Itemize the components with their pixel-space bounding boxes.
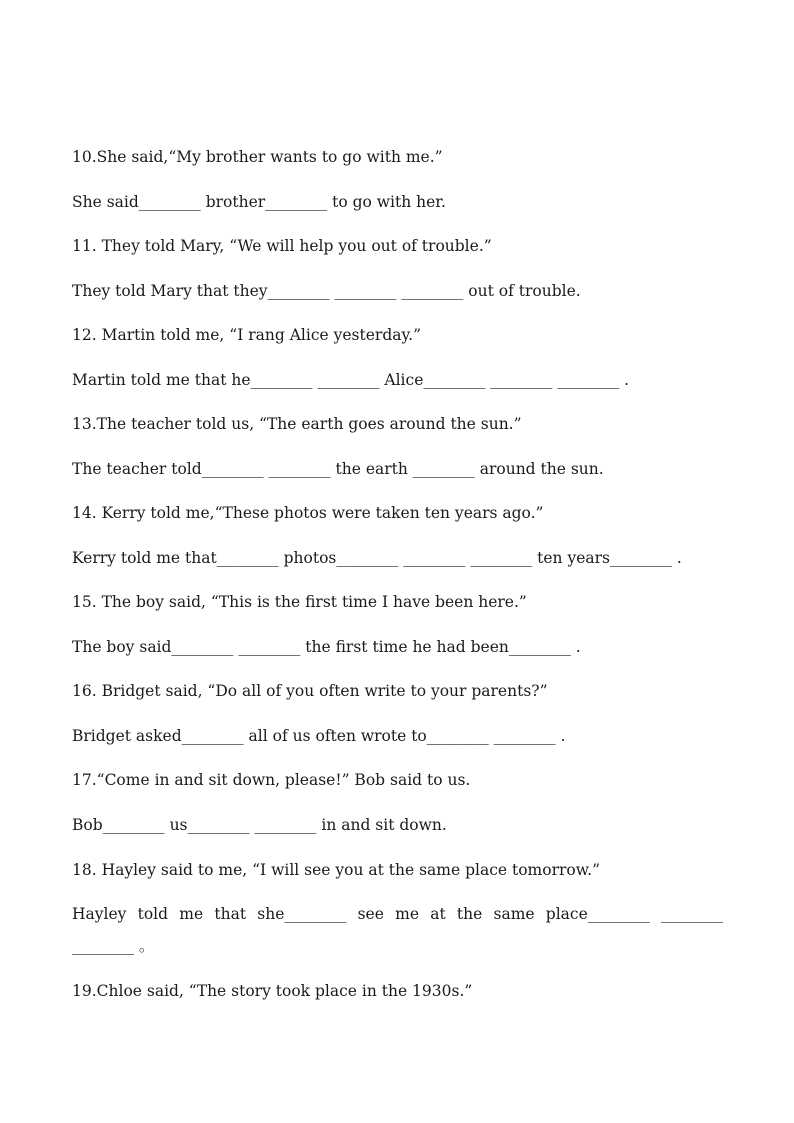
question-10: 10.She said,“My brother wants to go with me.” [72, 148, 443, 166]
question-14: 14. Kerry told me,“These photos were taken ten years ago.” [72, 504, 544, 522]
question-15: 15. The boy said, “This is the first time I have been here.” [72, 593, 527, 611]
question-12: 12. Martin told me, “I rang Alice yesterday.” [72, 326, 422, 344]
answer-12: Martin told me that he________ ________ Alice________ ________ ________ . [72, 371, 630, 389]
question-11: 11. They told Mary, “We will help you out of trouble.” [72, 237, 492, 255]
question-18: 18. Hayley said to me, “I will see you at the same place tomorrow.” [72, 861, 601, 879]
answer-18: Hayley told me that she________ see me at the same place________ ________ [72, 905, 723, 923]
question-19: 19.Chloe said, “The story took place in the 1930s.” [72, 982, 473, 1000]
answer-10: She said________ brother________ to go with her. [72, 193, 446, 211]
answer-17: Bob________ us________ ________ in and sit down. [72, 816, 447, 834]
answer-11: They told Mary that they________ ________ ________ out of trouble. [72, 282, 581, 300]
answer-18-continued: ________ 。 [72, 937, 155, 955]
question-13: 13.The teacher told us, “The earth goes around the sun.” [72, 415, 522, 433]
answer-16: Bridget asked________ all of us often wrote to________ ________ . [72, 727, 566, 745]
answer-15: The boy said________ ________ the first time he had been________ . [72, 638, 581, 656]
question-17: 17.“Come in and sit down, please!” Bob said to us. [72, 771, 471, 789]
question-16: 16. Bridget said, “Do all of you often write to your parents?” [72, 682, 548, 700]
answer-13: The teacher told________ ________ the earth ________ around the sun. [72, 460, 604, 478]
answer-14: Kerry told me that________ photos________ ________ ________ ten years________ . [72, 549, 682, 567]
